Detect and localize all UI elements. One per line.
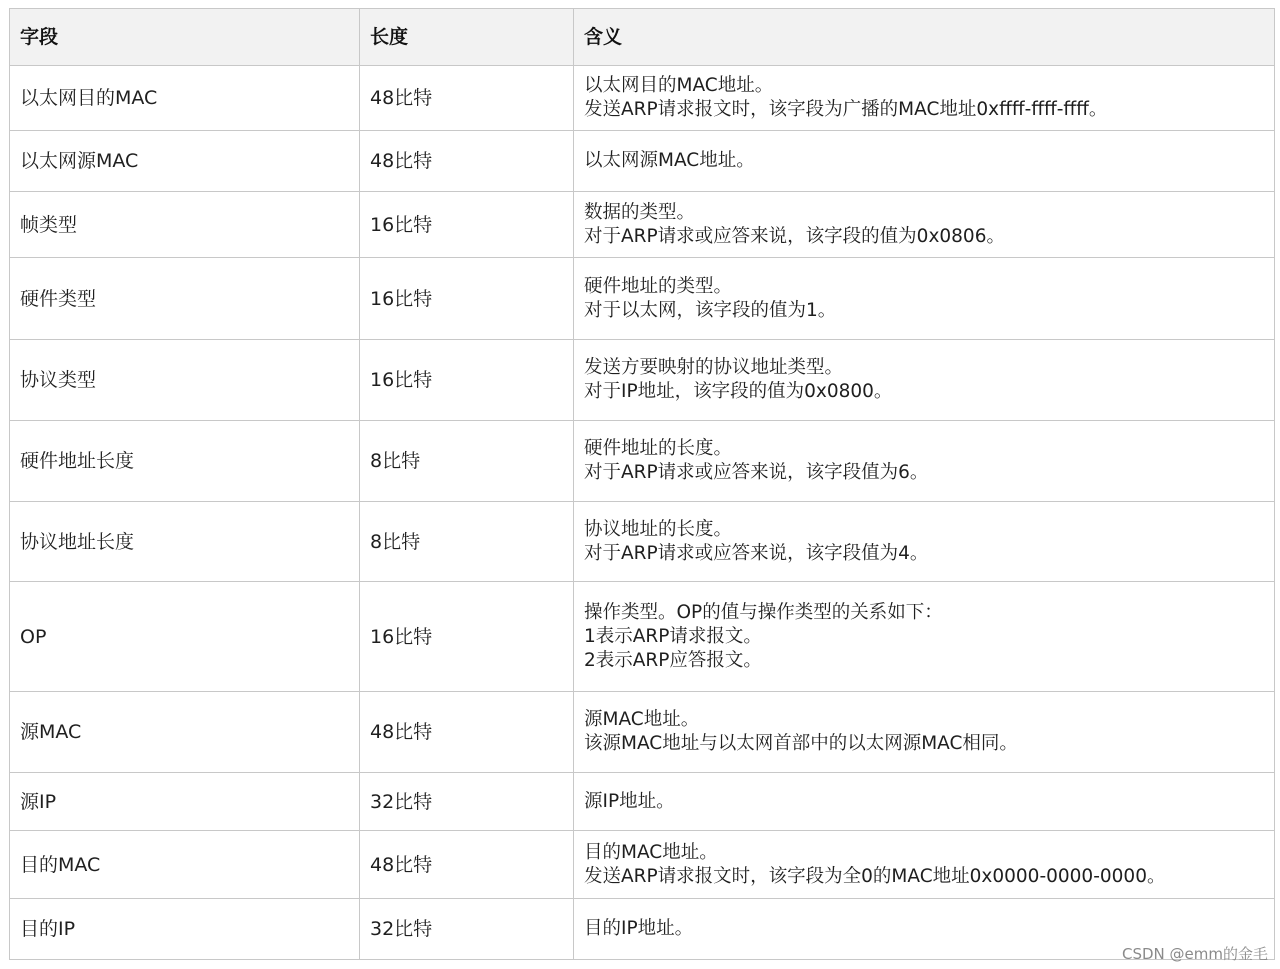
meaning-line: 对于ARP请求或应答来说，该字段值为6。 [584, 462, 929, 483]
header-field: 字段 [10, 9, 360, 66]
meaning-line: 协议地址的长度。 [584, 518, 733, 540]
meaning-line: 发送ARP请求报文时，该字段为广播的MAC地址0xffff-ffff-ffff。 [584, 99, 1108, 120]
table-row [10, 131, 1275, 192]
meaning-line: 硬件地址的类型。 [584, 275, 733, 297]
cell-field: OP [10, 582, 360, 692]
cell-meaning [574, 421, 1275, 502]
cell-field: 以太网源MAC [10, 131, 360, 192]
meaning-line: 以太网源MAC地址。 [584, 150, 755, 171]
meaning-line: 源IP地址。 [584, 790, 675, 812]
header-meaning: 含义 [574, 9, 1275, 66]
table-row [10, 502, 1275, 582]
cell-length: 16比特 [360, 258, 574, 340]
table-row [10, 421, 1275, 502]
header-length: 长度 [360, 9, 574, 66]
cell-length: 8比特 [360, 502, 574, 582]
cell-field: 源IP [10, 773, 360, 831]
table-row [10, 773, 1275, 831]
cell-field: 帧类型 [10, 192, 360, 258]
table-row [10, 582, 1275, 692]
meaning-line: 发送方要映射的协议地址类型。 [584, 357, 844, 378]
cell-length: 48比特 [360, 831, 574, 899]
cell-length: 48比特 [360, 692, 574, 773]
table-row [10, 340, 1275, 421]
cell-meaning [574, 582, 1275, 692]
cell-meaning [574, 258, 1275, 340]
cell-meaning [574, 692, 1275, 773]
meaning-line: 发送ARP请求报文时，该字段为全0的MAC地址0x0000-0000-0000。 [584, 865, 1166, 887]
meaning-line: 数据的类型。 [584, 201, 696, 223]
watermark: CSDN @emm的金毛 [1122, 945, 1268, 963]
cell-length: 48比特 [360, 66, 574, 131]
cell-length: 8比特 [360, 421, 574, 502]
cell-field: 协议地址长度 [10, 502, 360, 582]
cell-length: 32比特 [360, 899, 574, 960]
table-row [10, 831, 1275, 899]
cell-meaning [574, 131, 1275, 192]
table-body [10, 66, 1275, 960]
meaning-line: 对于以太网，该字段的值为1。 [584, 299, 837, 321]
cell-field: 硬件地址长度 [10, 421, 360, 502]
table-row [10, 258, 1275, 340]
cell-length: 16比特 [360, 340, 574, 421]
cell-length: 48比特 [360, 131, 574, 192]
cell-meaning [574, 773, 1275, 831]
table-row [10, 899, 1275, 960]
meaning-line: 对于IP地址，该字段的值为0x0800。 [584, 381, 893, 402]
meaning-line: 目的MAC地址。 [584, 841, 718, 863]
cell-length: 16比特 [360, 192, 574, 258]
cell-meaning [574, 502, 1275, 582]
cell-meaning [574, 192, 1275, 258]
table-row [10, 192, 1275, 258]
cell-length: 16比特 [360, 582, 574, 692]
table-header-row [10, 9, 1275, 66]
arp-field-table [9, 8, 1275, 960]
meaning-line: 该源MAC地址与以太网首部中的以太网源MAC相同。 [584, 733, 1018, 754]
meaning-line: 目的IP地址。 [584, 918, 694, 939]
table-row [10, 692, 1275, 773]
meaning-line: 对于ARP请求或应答来说，该字段值为4。 [584, 542, 929, 564]
meaning-line: 2表示ARP应答报文。 [584, 649, 762, 671]
meaning-line: 对于ARP请求或应答来说，该字段的值为0x0806。 [584, 225, 1005, 247]
meaning-line: 1表示ARP请求报文。 [584, 625, 762, 647]
cell-field: 硬件类型 [10, 258, 360, 340]
cell-length: 32比特 [360, 773, 574, 831]
cell-meaning [574, 340, 1275, 421]
cell-meaning [574, 831, 1275, 899]
meaning-line: 硬件地址的长度。 [584, 438, 733, 459]
meaning-line: 操作类型。OP的值与操作类型的关系如下： [584, 601, 943, 623]
cell-meaning [574, 66, 1275, 131]
cell-field: 源MAC [10, 692, 360, 773]
cell-field: 协议类型 [10, 340, 360, 421]
table-row [10, 66, 1275, 131]
cell-field: 目的MAC [10, 831, 360, 899]
meaning-line: 以太网目的MAC地址。 [584, 75, 774, 96]
meaning-line: 源MAC地址。 [584, 709, 700, 730]
cell-field: 目的IP [10, 899, 360, 960]
cell-field: 以太网目的MAC [10, 66, 360, 131]
